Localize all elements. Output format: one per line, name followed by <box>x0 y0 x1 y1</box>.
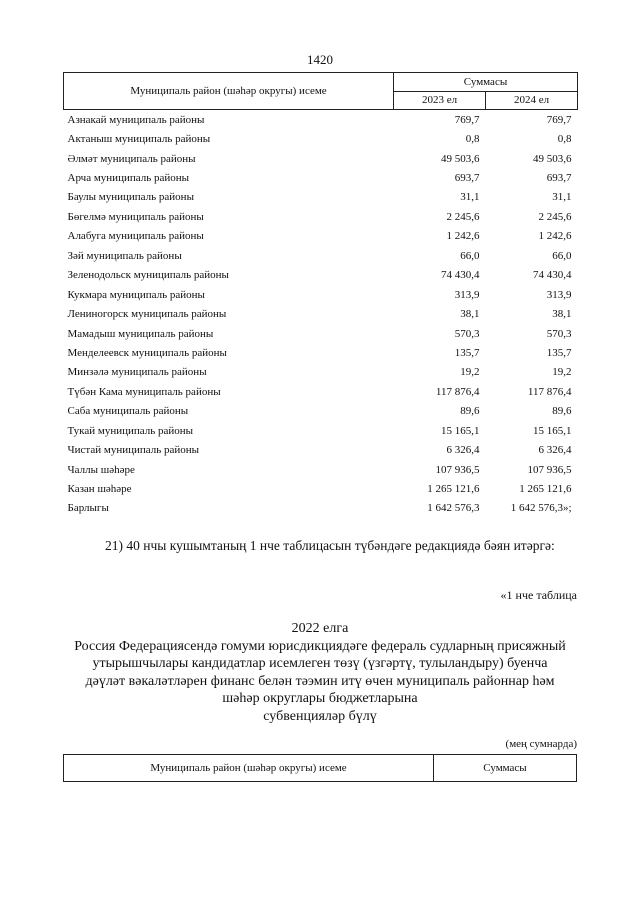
municipality-name: Кукмара муниципаль районы <box>67 288 205 301</box>
amount-2023: 0,8 <box>465 133 480 146</box>
table-body <box>64 110 578 519</box>
title-line: субвенцияләр бүлү <box>263 708 377 724</box>
table-row <box>64 421 578 440</box>
column-header-sum: Суммасы <box>434 755 577 782</box>
amount-2024: 74 430,4 <box>533 269 572 282</box>
column-header-sum: Суммасы <box>394 73 578 92</box>
amount-2024: 31,1 <box>552 191 572 204</box>
table-row <box>64 149 578 168</box>
amount-2024: 135,7 <box>546 346 572 359</box>
column-header-name: Муниципаль район (шәһәр округы) исеме <box>64 73 394 110</box>
municipality-name: Зәй муниципаль районы <box>67 249 182 262</box>
title-line: шәһәр округлары бюджетларына <box>222 691 418 707</box>
amount-2024: 89,6 <box>552 405 572 418</box>
subsidy-table-2022 <box>63 754 577 782</box>
title-line: Россия Федерациясендә гомуми юрисдикциядәге федераль судларның присяжный <box>74 638 566 654</box>
amount-2023: 107 936,5 <box>435 463 480 476</box>
page-number: 1420 <box>307 52 333 67</box>
table-row <box>64 285 578 304</box>
table-label: «1 нче таблица <box>500 588 577 602</box>
amendment-text: 21) 40 нчы кушымтаның 1 нче таблицасын түбәндәге редакциядә бәян итәргә: <box>105 538 555 553</box>
amount-2024: 19,2 <box>552 366 572 379</box>
amount-2023: 135,7 <box>454 346 480 359</box>
amount-2023: 6 326,4 <box>446 444 480 457</box>
amount-2023: 570,3 <box>454 327 480 340</box>
amount-2024: 107 936,5 <box>527 463 572 476</box>
table-row <box>64 402 578 421</box>
table-row <box>64 188 578 207</box>
table-row <box>64 479 578 498</box>
amount-2023: 1 642 576,3 <box>427 502 480 515</box>
amount-2024: 6 326,4 <box>538 444 572 457</box>
amount-2023: 693,7 <box>454 172 480 185</box>
table-row <box>64 227 578 246</box>
title-line: дәүләт вәкаләтләрен финанс белән тәэмин итү өчен муниципаль районнар һәм <box>85 673 555 689</box>
amount-2023: 74 430,4 <box>441 269 480 282</box>
municipality-name: Әлмәт муниципаль районы <box>67 152 196 165</box>
amount-2023: 66,0 <box>460 249 480 262</box>
municipality-name: Арча муниципаль районы <box>67 172 190 185</box>
table-row <box>64 343 578 362</box>
table-row <box>64 168 578 187</box>
amount-2024: 570,3 <box>546 327 572 340</box>
table-row <box>64 110 578 130</box>
amount-2024: 0,8 <box>557 133 572 146</box>
municipality-name: Менделеевск муниципаль районы <box>67 346 227 359</box>
municipality-name: Чаллы шәһәре <box>67 463 135 476</box>
column-header-name: Муниципаль район (шәһәр округы) исеме <box>64 755 434 782</box>
amount-2023: 15 165,1 <box>441 424 480 437</box>
table-row <box>64 304 578 323</box>
amendment-paragraph <box>63 536 577 555</box>
table-row <box>64 207 578 226</box>
amount-2023: 1 265 121,6 <box>427 483 480 496</box>
municipality-name: Казан шәһәре <box>67 483 132 496</box>
municipality-name: Бөгелмә муниципаль районы <box>67 210 204 223</box>
municipality-name: Азнакай муниципаль районы <box>67 113 205 126</box>
table-row <box>64 499 578 518</box>
amount-2024: 693,7 <box>546 172 572 185</box>
table-row <box>64 324 578 343</box>
amount-2023: 117 876,4 <box>435 385 480 398</box>
title-line: 2022 елга <box>291 621 349 636</box>
amount-2023: 38,1 <box>460 308 480 321</box>
amount-2023: 31,1 <box>460 191 480 204</box>
municipality-name: Барлыгы <box>67 502 109 515</box>
table-row <box>64 460 578 479</box>
table-title <box>50 620 590 726</box>
amount-2023: 1 242,6 <box>446 230 480 243</box>
municipality-name: Түбән Кама муниципаль районы <box>67 385 221 398</box>
municipality-name: Тукай муниципаль районы <box>67 424 194 437</box>
amount-2023: 769,7 <box>454 113 480 126</box>
amount-2024: 49 503,6 <box>533 152 572 165</box>
amount-2024: 38,1 <box>552 308 572 321</box>
amount-2024: 769,7 <box>546 113 572 126</box>
amount-2023: 89,6 <box>460 405 480 418</box>
table-row <box>64 440 578 459</box>
title-line: утырышчылары кандидатлар исемлеген төзү (үзгәртү, тулыландыру) буенча <box>92 656 548 672</box>
amount-2024: 15 165,1 <box>533 424 572 437</box>
amount-2024: 66,0 <box>552 249 572 262</box>
municipality-name: Баулы муниципаль районы <box>67 191 194 204</box>
column-header-year-2024: 2024 ел <box>486 91 578 110</box>
subsidy-table-2023-2024 <box>63 72 578 518</box>
table-row <box>64 363 578 382</box>
amount-2024: 313,9 <box>546 288 572 301</box>
municipality-name: Минзәлә муниципаль районы <box>67 366 207 379</box>
municipality-name: Лениногорск муниципаль районы <box>67 308 227 321</box>
municipality-name: Актаныш муниципаль районы <box>67 133 211 146</box>
municipality-name: Саба муниципаль районы <box>67 405 189 418</box>
amount-2023: 2 245,6 <box>446 210 480 223</box>
table-row <box>64 382 578 401</box>
amount-2024: 1 265 121,6 <box>519 483 572 496</box>
column-header-year-2023: 2023 ел <box>394 91 486 110</box>
table-row <box>64 129 578 148</box>
amount-2023: 19,2 <box>460 366 480 379</box>
municipality-name: Чистай муниципаль районы <box>67 444 200 457</box>
municipality-name: Мамадыш муниципаль районы <box>67 327 214 340</box>
amount-2023: 313,9 <box>454 288 480 301</box>
amount-2023: 49 503,6 <box>441 152 480 165</box>
amount-2024: 2 245,6 <box>538 210 572 223</box>
amount-2024: 1 242,6 <box>538 230 572 243</box>
amount-2024: 117 876,4 <box>527 385 572 398</box>
municipality-name: Алабуга муниципаль районы <box>67 230 204 243</box>
table-row <box>64 266 578 285</box>
table-row <box>64 246 578 265</box>
units-note: (мең сумнарда) <box>505 738 577 750</box>
municipality-name: Зеленодольск муниципаль районы <box>67 269 229 282</box>
amount-2024: 1 642 576,3»; <box>510 502 572 515</box>
